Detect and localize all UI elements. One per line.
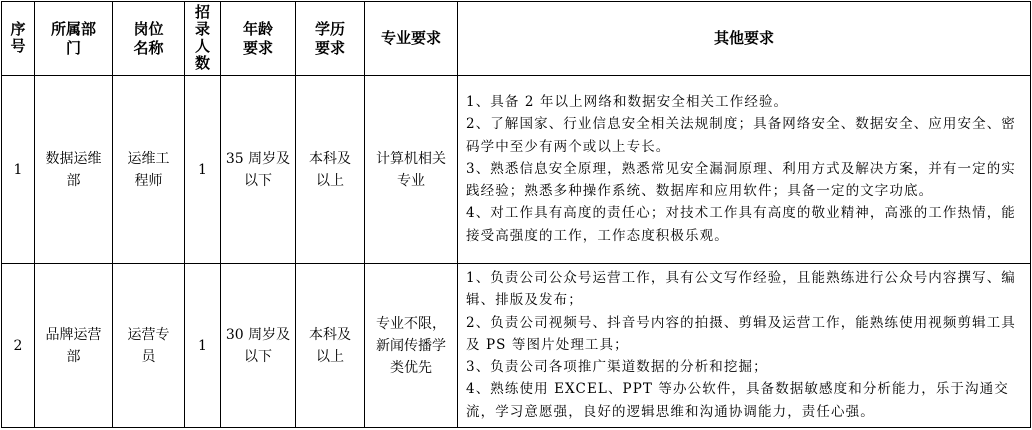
cell-education: 本科及以上 bbox=[296, 76, 365, 264]
cell-major: 计算机相关专业 bbox=[365, 76, 458, 264]
cell-count: 1 bbox=[185, 264, 221, 428]
other-requirement-line: 3、负责公司各项推广渠道数据的分析和挖掘； bbox=[466, 359, 768, 376]
cell-major: 专业不限，新闻传播学类优先 bbox=[365, 264, 458, 428]
header-seq: 序号 bbox=[2, 2, 35, 76]
header-age: 年龄要求 bbox=[221, 2, 296, 76]
header-other: 其他要求 bbox=[458, 2, 1031, 76]
cell-education: 本科及以上 bbox=[296, 264, 365, 428]
header-major: 专业要求 bbox=[365, 2, 458, 76]
cell-other bbox=[458, 264, 1031, 428]
other-requirement-line: 1、具备 2 年以上网络和数据安全相关工作经验。 bbox=[466, 94, 789, 111]
cell-other bbox=[458, 76, 1031, 264]
header-education: 学历要求 bbox=[296, 2, 365, 76]
other-requirement-line: 3、熟悉信息安全原理，熟悉常见安全漏洞原理、利用方式及解决方案，并有一定的实践经验；熟悉多种操作系统、数据库和应用软件；具备一定的文字功底。 bbox=[466, 160, 1016, 200]
header-count: 招录人数 bbox=[185, 2, 221, 76]
other-requirement-line: 1、负责公司公众号运营工作，具有公文写作经验，且能熟练进行公众号内容撰写、编辑、排版及发布； bbox=[466, 270, 1016, 309]
other-requirement-line: 2、负责公司视频号、抖音号内容的拍摄、剪辑及运营工作，能熟练使用视频剪辑工具及 PS 等图片处理工具； bbox=[466, 314, 1016, 353]
other-requirement-line: 2、了解国家、行业信息安全相关法规制度；具备网络安全、数据安全、应用安全、密码学中至少有两个或以上专长。 bbox=[466, 116, 1016, 155]
table-row bbox=[2, 264, 1031, 428]
other-requirement-line: 4、对工作具有高度的责任心；对技术工作具有高度的敬业精神，高涨的工作热情，能接受高强度的工作，工作态度积极乐观。 bbox=[466, 205, 1016, 244]
cell-age: 30 周岁及以下 bbox=[221, 264, 296, 428]
header-position: 岗位名称 bbox=[113, 2, 185, 76]
cell-position: 运营专员 bbox=[113, 264, 185, 428]
recruitment-table bbox=[1, 1, 1031, 428]
cell-age: 35 周岁及以下 bbox=[221, 76, 296, 264]
other-requirement-line: 4、熟练使用 EXCEL、PPT 等办公软件，具备数据敏感度和分析能力，乐于沟通交流，学习意愿强，良好的逻辑思维和沟通协调能力，责任心强。 bbox=[466, 381, 1009, 420]
cell-seq: 2 bbox=[2, 264, 35, 428]
cell-position: 运维工程师 bbox=[113, 76, 185, 264]
cell-count: 1 bbox=[185, 76, 221, 264]
cell-dept: 品牌运营部 bbox=[35, 264, 113, 428]
cell-seq: 1 bbox=[2, 76, 35, 264]
cell-dept: 数据运维部 bbox=[35, 76, 113, 264]
header-dept: 所属部门 bbox=[35, 2, 113, 76]
table-row bbox=[2, 76, 1031, 264]
header-row bbox=[2, 2, 1031, 76]
